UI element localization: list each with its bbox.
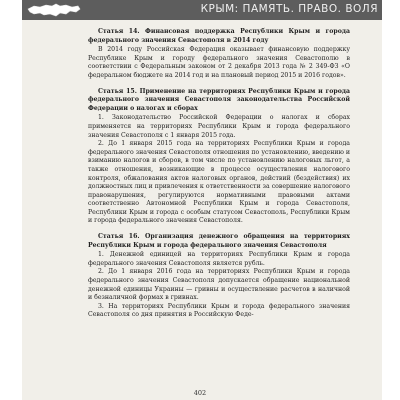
paragraph: 1. Законодательство Российской Федерации о налогах и сборах применяется на территориях Республики Крым и города федерального значения Севастополя с 1 января 2015 года. xyxy=(88,114,350,139)
header-title: КРЫМ: ПАМЯТЬ. ПРАВО. ВОЛЯ xyxy=(200,3,378,15)
paragraph: 1. Денежной единицей на территориях Республики Крым и города федерального значения Севастополя является рубль. xyxy=(88,251,350,267)
paragraph: В 2014 году Российская Федерация оказывает финансовую поддержку Республике Крым и городу федерального значения Севастополю в соответствии с Федеральным законом от 2 декабря 2013 года № 2 349-ФЗ «О федеральном бюджете на 2014 год и на плановый период 2015 и 2016 годов». xyxy=(88,46,350,79)
article-title: Статья 15. Применение на территориях Республики Крым и города федерального значения Севастополя законодательства Российской Федерации о налогах и сборах xyxy=(88,87,350,112)
paragraph: 2. До 1 января 2015 года на территориях Республики Крым и города федерального значения Севастополя отношения по установлению, введению и взиманию налогов и сборов, в том числе по установлению налоговых льгот, а также отношения, возникающие в процессе осуществления налогового контроля, обжалования актов налоговых органов, действий (бездействия) их должностных лиц и привлечения к ответственности за совершение налогового правонарушения, регулируются нормативными правовыми актами соответственно Автономной Республики Крым и города Севастополя, Республики Крым и города с особым статусом Севастополь, Республики Крым и города федерального значения Севастополя. xyxy=(88,140,350,225)
paragraph: 3. На территориях Республики Крым и города федерального значения Севастополя со дня принятия в Российскую Феде- xyxy=(88,302,350,319)
page-number: 402 xyxy=(193,389,207,397)
article-15 xyxy=(88,88,350,227)
text-body xyxy=(88,28,350,327)
article-16 xyxy=(88,233,350,320)
article-14 xyxy=(88,28,350,81)
article-title: Статья 16. Организация денежного обращения на территориях Республики Крым и города федерального значения Севастополя xyxy=(88,233,350,249)
paragraph: 2. До 1 января 2016 года на территориях Республики Крым и города федерального значения Севастополя допускается обращение национальной денежной единицы Украины — гривны и осуществление расчетов в наличной и безналичной формах в гривнах. xyxy=(88,268,350,302)
article-title: Статья 14. Финансовая поддержка Республики Крым и города федерального значения Севастополя в 2014 году xyxy=(88,28,350,44)
crimea-map-icon xyxy=(26,2,82,18)
